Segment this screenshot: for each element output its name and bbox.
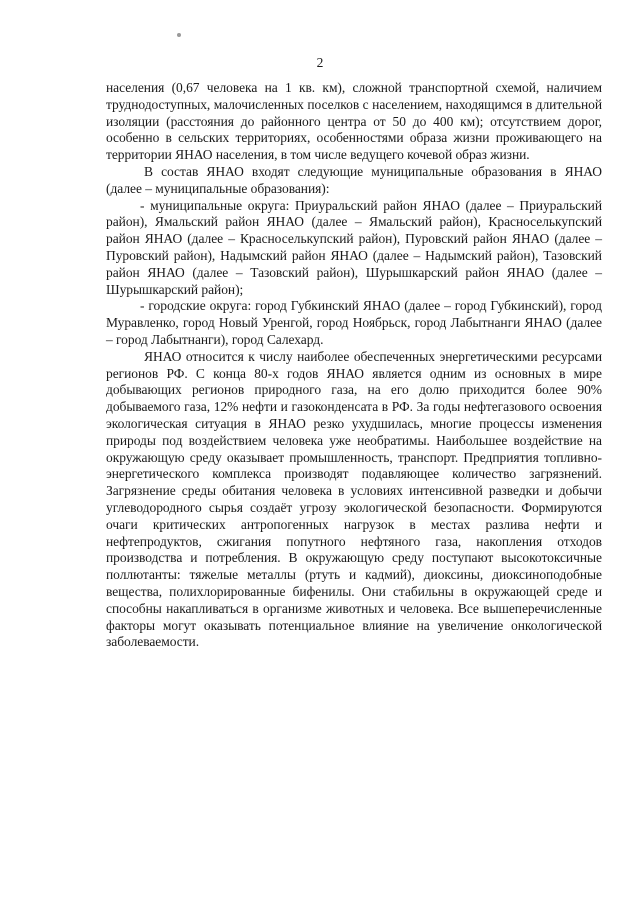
paragraph-population: населения (0,67 человека на 1 кв. км), сложной транспортной схемой, наличием труднодоступных, малочисленных поселков с населением, находящимся в длительной изоляции (расстояния до районного центра от 50 до 400 км); отсутствием дорог, особенно в сельских территориях, особенностями образа жизни проживающего на территории ЯНАО населения, в том числе ведущего кочевой образ жизни. [106, 80, 602, 163]
paragraph-ecology: ЯНАО относится к числу наиболее обеспеченных энергетическими ресурсами регионов РФ. С конца 80-х годов ЯНАО является одним из основных в мире добывающих регионов природного газа, на его долю приходится более 90% добываемого газа, 12% нефти и газоконденсата в РФ. За годы нефтегазового освоения экологическая ситуация в ЯНАО резко ухудшилась, многие процессы изменения природы под воздействием человека уже необратимы. Наибольшее воздействие на окружающую среду оказывает промышленность, транспорт. Предприятия топливно-энергетического комплекса производят подавляющее количество загрязнений. Загрязнение среды обитания человека в условиях интенсивной разведки и добычи углеводородного сырья создаёт угрозу экологической безопасности. Формируются очаги критических антропогенных нагрузок в местах разлива нефти и нефтепродуктов, сжигания попутного нефтяного газа, накопления отходов производства и потребления. В окружающую среду поступают высокотоксичные поллютанты: тяжелые металлы (ртуть и кадмий), диоксины, диоксиноподобные вещества, полихлорированные бифенилы. Они стабильны в окружающей среде и способны накапливаться в организме животных и человека. Все вышеперечисленные факторы могут оказывать потенциальное влияние на увеличение онкологической заболеваемости. [106, 348, 602, 650]
paragraph-municipal-composition: В состав ЯНАО входят следующие муниципальные образования в ЯНАО (далее – муниципальные образования): [106, 163, 602, 196]
list-item-municipal-districts: - муниципальные округа: Приуральский район ЯНАО (далее – Приуральский район), Ямальский район ЯНАО (далее – Ямальский район), Красноселькупский район ЯНАО (далее – Красноселькупский район), Пуровский район ЯНАО (далее – Пуровский район), Надымский район ЯНАО (далее – Надымский район), Тазовский район ЯНАО (далее – Тазовский район), Шурышкарский район ЯНАО (далее – Шурышкарский район); [106, 197, 602, 297]
page-number: 2 [316, 55, 324, 70]
document-body [106, 80, 602, 651]
list-item-city-districts: - городские округа: город Губкинский ЯНАО (далее – город Губкинский), город Муравленко, город Новый Уренгой, город Ноябрьск, город Лабытнанги ЯНАО (далее – город Лабытнанги), город Салехард. [106, 298, 602, 347]
scan-speck [177, 33, 181, 37]
